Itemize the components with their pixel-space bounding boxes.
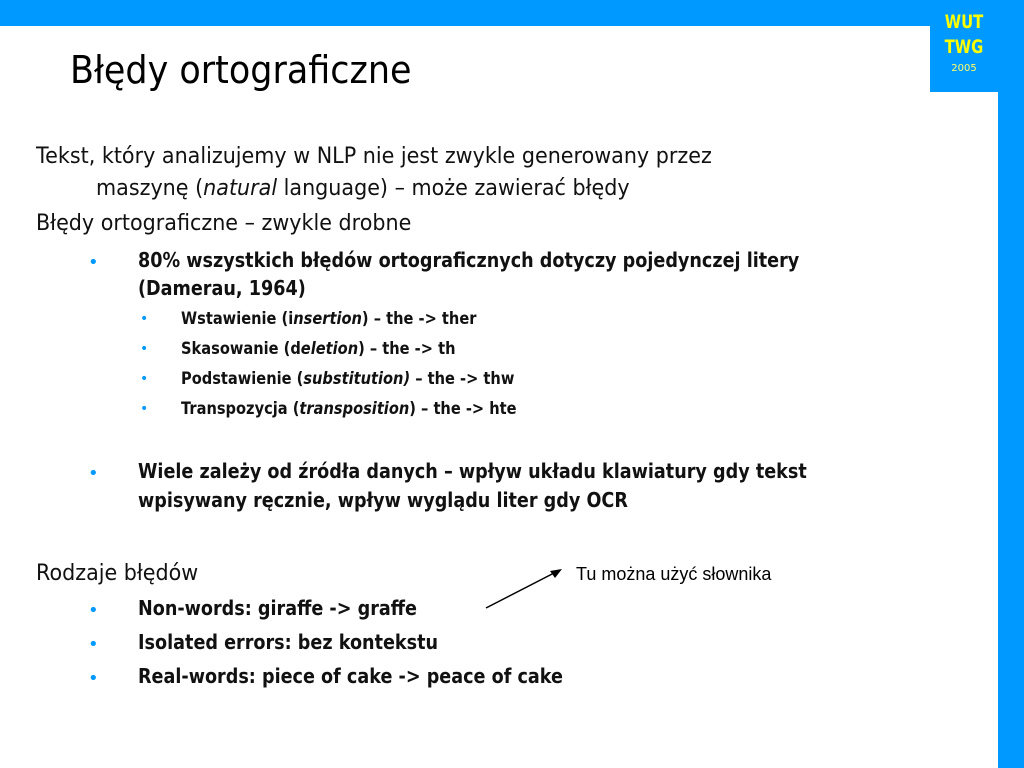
bullet-icon: •: [88, 463, 99, 484]
type-item-non-words: Non-words: giraffe -> graffe: [138, 596, 417, 620]
sub-bullet-icon: •: [140, 311, 149, 327]
type-item-real-words: Real-words: piece of cake -> peace of cake: [138, 664, 563, 688]
bullet-icon: •: [88, 600, 99, 621]
logo-year: 2005: [951, 63, 977, 74]
intro-line-1: Tekst, który analizujemy w NLP nie jest zwykle generowany przez: [36, 144, 712, 169]
bullet-damerau-line-1: 80% wszystkich błędów ortograficznych dotyczy pojedynczej litery: [138, 248, 800, 272]
sub-item-insertion: Wstawienie (insertion) – the -> ther: [181, 309, 477, 329]
wut-twg-logo: [930, 0, 998, 92]
type-item-isolated: Isolated errors: bez kontekstu: [138, 630, 439, 654]
logo-line-twg: TWG: [944, 36, 984, 58]
bullet-source-line-2: wpisywany ręcznie, wpływ wyglądu liter gdy OCR: [138, 488, 628, 512]
logo-line-wut: WUT: [944, 11, 984, 33]
sub-item-deletion: Skasowanie (deletion) – the -> th: [181, 339, 456, 359]
sub-bullet-icon: •: [140, 341, 149, 357]
bullet-icon: •: [88, 668, 99, 689]
bullet-source-line-1: Wiele zależy od źródła danych – wpływ układu klawiatury gdy tekst: [138, 459, 807, 483]
annotation-dictionary-note: Tu można użyć słownika: [576, 564, 772, 584]
intro-line-2: maszynę (natural language) – może zawierać błędy: [96, 176, 630, 201]
bullet-icon: •: [88, 252, 99, 273]
section-heading-spelling: Błędy ortograficzne – zwykle drobne: [36, 211, 412, 236]
annotation-arrow-icon: [484, 566, 564, 610]
bullet-icon: •: [88, 634, 99, 655]
sub-bullet-icon: •: [140, 401, 149, 417]
bullet-damerau-line-2: (Damerau, 1964): [138, 276, 306, 300]
sub-item-substitution: Podstawienie (substitution) – the -> thw: [181, 369, 515, 389]
right-bar: [998, 0, 1024, 768]
sub-item-transposition: Transpozycja (transposition) – the -> hte: [181, 399, 517, 419]
section-heading-error-types: Rodzaje błędów: [36, 561, 199, 586]
sub-bullet-icon: •: [140, 371, 149, 387]
top-bar: [0, 0, 1024, 26]
slide-title: Błędy ortograficzne: [70, 48, 412, 92]
